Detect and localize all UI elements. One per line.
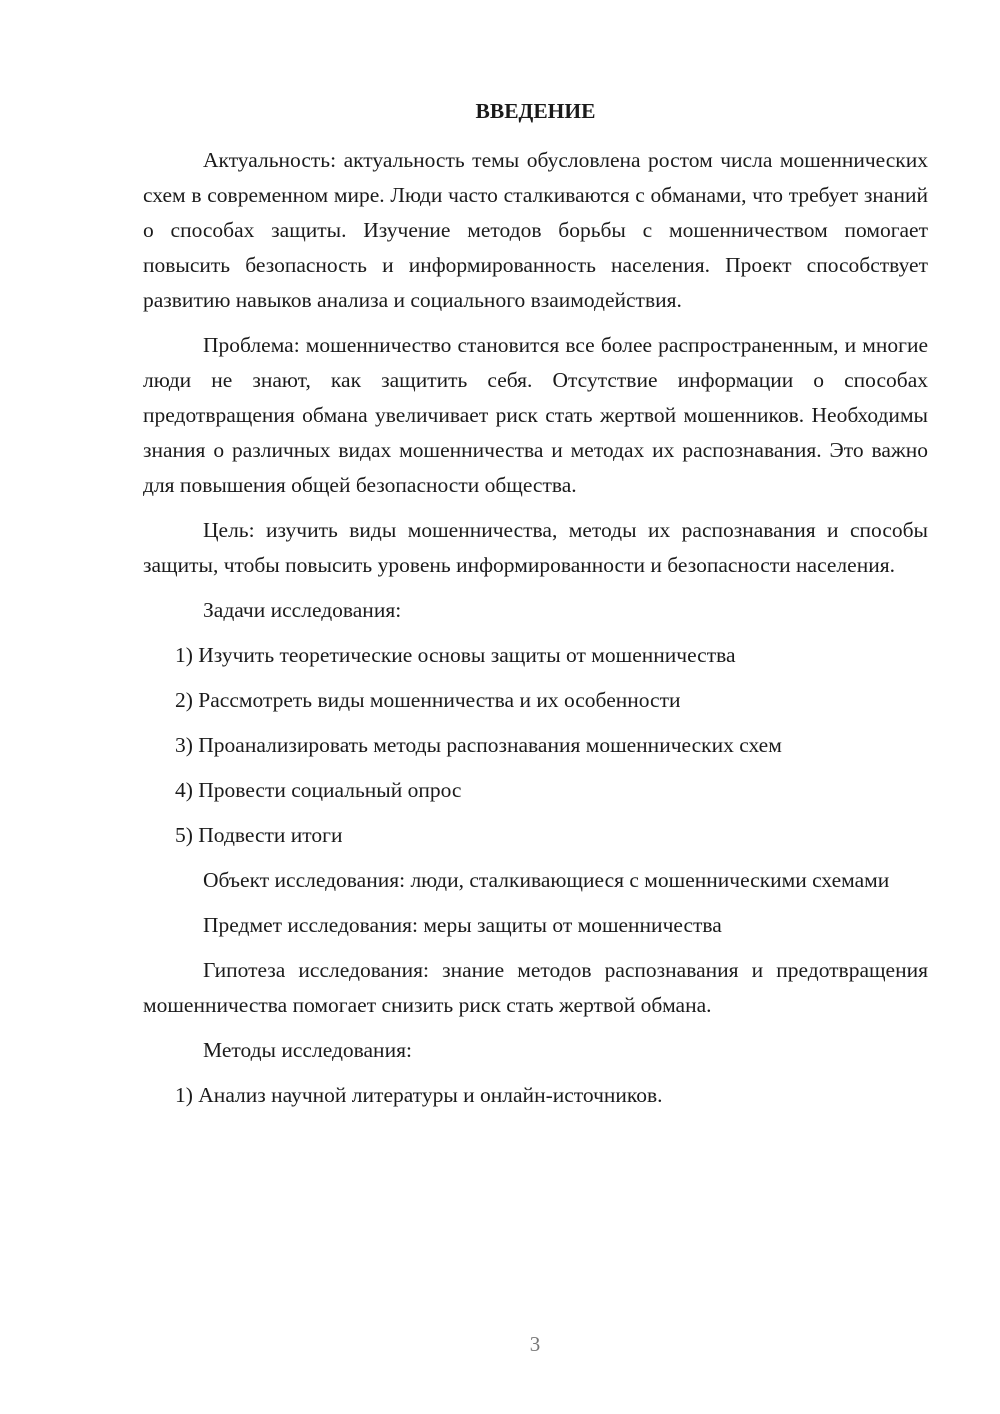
object-paragraph: Объект исследования: люди, сталкивающиеся с мошенническими схемами [203,868,890,892]
document-page [143,94,928,1123]
methods-heading: Методы исследования: [203,1038,412,1062]
tasks-heading: Задачи исследования: [203,598,402,622]
section-title: ВВЕДЕНИЕ [475,99,596,123]
subject-paragraph: Предмет исследования: меры защиты от мошенничества [203,913,722,937]
task-item-5: 5) Подвести итоги [175,823,343,847]
task-item-2: 2) Рассмотреть виды мошенничества и их особенности [175,688,681,712]
problem-paragraph: Проблема: мошенничество становится все более распространенным, и многие люди не знают, как защитить себя. Отсутствие информации о способах предотвращения обмана увеличивает риск стать жертвой мошенников. Необходимы знания о различных видах мошенничества и методах их распознавания. Это важно для повышения общей безопасности общества. [143,333,928,497]
page-number: 3 [529,1332,541,1356]
relevance-paragraph: Актуальность: актуальность темы обусловлена ростом числа мошеннических схем в современном мире. Люди часто сталкиваются с обманами, что требует знаний о способах защиты. Изучение методов борьбы с мошенничеством помогает повысить безопасность и информированность населения. Проект способствует развитию навыков анализа и социального взаимодействия. [143,148,928,312]
task-item-1: 1) Изучить теоретические основы защиты от мошенничества [175,643,736,667]
goal-paragraph: Цель: изучить виды мошенничества, методы их распознавания и способы защиты, чтобы повысить уровень информированности и безопасности населения. [143,518,928,577]
method-item-1: 1) Анализ научной литературы и онлайн-источников. [175,1083,663,1107]
task-item-4: 4) Провести социальный опрос [175,778,462,802]
hypothesis-paragraph: Гипотеза исследования: знание методов распознавания и предотвращения мошенничества помогает снизить риск стать жертвой обмана. [143,958,928,1017]
task-item-3: 3) Проанализировать методы распознавания мошеннических схем [175,733,782,757]
